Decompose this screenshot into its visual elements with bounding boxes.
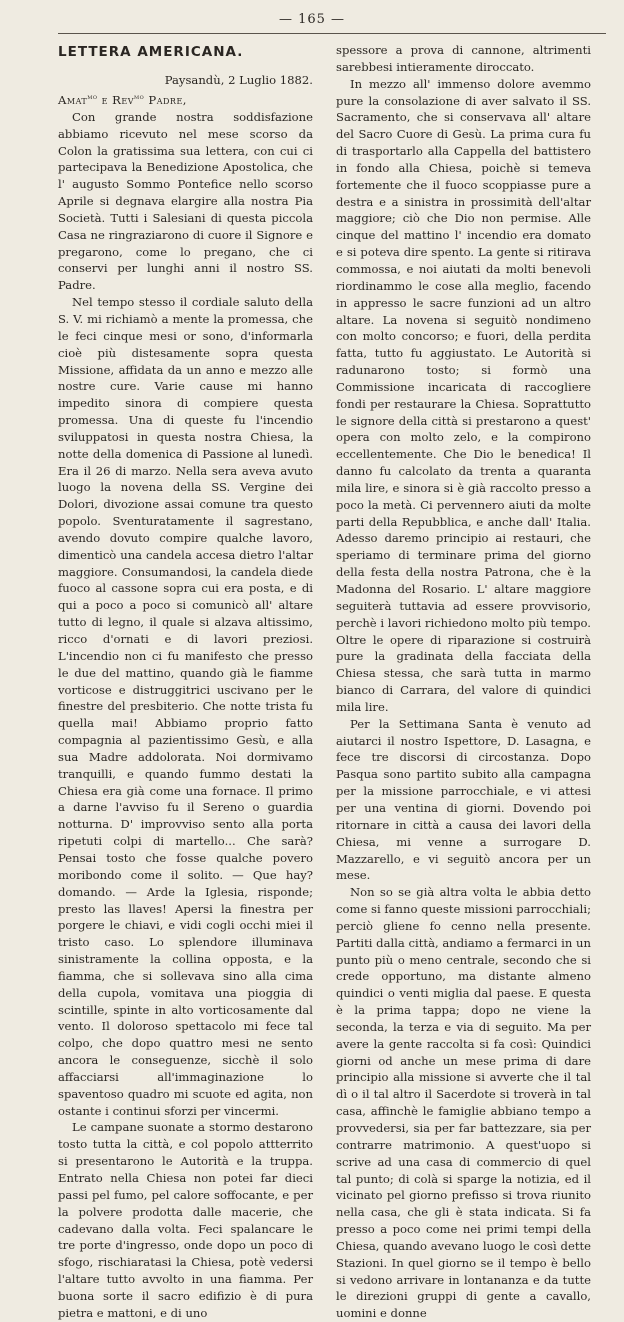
salutation: [58, 89, 313, 109]
paragraph: In mezzo all' immenso dolore avemmo pure la consolazione di aver salvato il SS. Sacramento, che si conservava all' altare del Sacro Cuore di Gesù. La prima cura fu di trasportarlo alla Cappella del battistero in fondo alla Chiesa, poichè si temeva fortemente che il fuoco scoppiasse pure a destra e a sinistra in prossimità dell'altar maggiore; ciò che Dio non permise. Alle cinque del mattino l' incendio era domato e si poteva dire spento. La gente si ritirava commossa, e noi aiutati da molti benevoli riordinammo le cose alla meglio, facendo in appresso le sacre funzioni ad un altro altare. La novena si seguitò nondimeno con molto concorso; e fuori, della perdita fatta, tutto fu aggiustato. Le Autorità si radunarono tosto; si formò una Commissione incaricata di raccogliere fondi per restaurare la Chiesa. Soprattutto le signore della città si prestarono a quest' opera con molto zelo, e la compirono eccellentemente. Che Dio le benedica! Il danno fu calcolato da trenta a quaranta mila lire, e sinora si è già raccolto presso a poco la metà. Ci pervennero aiuti da molte parti della Repubblica, e anche dall' Italia. Adesso daremo principio ai restauri, che speriamo di terminare prima del giorno della festa della nostra Patrona, che è la Madonna del Rosario. L' altare maggiore seguiterà tuttavia ad essere provvisorio, perchè i lavori richiedono molto più tempo. Oltre le opere di riparazione si costruirà pure la gradinata della facciata della Chiesa stessa, che sarà tutta in marmo bianco di Carrara, del valore di quindici mila lire.: [336, 76, 591, 714]
paragraph: Con grande nostra soddisfazione abbiamo ricevuto nel mese scorso da Colon la gratissima sua lettera, con cui ci partecipava la Benedizione Apostolica, che l' augusto Sommo Pontefice nello scorso Aprile si degnava elargire alla nostra Pia Società. Tutti i Salesiani di questa piccola Casa ne ringraziarono di cuore il Signore e pregarono, come lo pregano, che ci conservi per lunghi anni il nostro SS. Padre.: [58, 109, 313, 293]
paragraph: Non so se già altra volta le abbia detto come si fanno queste missioni parrocchiali; perciò gliene fo cenno nella presente. Partiti dalla città, andiamo a fermarci in un punto più o meno centrale, secondo che si crede opportuno, ma distante almeno quindici o venti miglia dal paese. E questa è la prima tappa; dopo ne viene la seconda, la terza e via di seguito. Ma per avere la gente raccolta si fa così: Quindici giorni od anche un mese prima di dare principio alla missione si avverte che il tal dì o il tal altro il Sacerdote si troverà in tal casa, affinchè le famiglie abbiano tempo a provvedersi, sia per far battezzare, sia per contrarre matrimonio. A quest'uopo si scrive ad una casa di commercio di quel tal punto; di colà si sparge la notizia, ed il vicinato pel giorno prefisso si trova riunito nella casa, che gli è stata indicata. Si fa presso a poco come nei primi tempi della Chiesa, quando avevano luogo le così dette Stazioni. In quel giorno se il tempo è bello si vedono arrivare in lontananza e da tutte le direzioni gruppi di gente a cavallo, uomini e donne: [336, 885, 592, 1321]
paragraph: spessore a prova di cannone, altrimenti sarebbesi intieramente diroccato.: [336, 43, 591, 74]
paragraph: Le campane suonate a stormo destarono tosto tutta la città, e col popolo attterrito si presentarono le Autorità e la truppa. Entrato nella Chiesa non potei far dieci passi pel fumo, pel calore soffocante, e per la polvere prodotta dalle macerie, che cadevano dalla volta. Feci spalancare le tre porte d'ingresso, onde dopo un poco di sfogo, rischiaratasi la Chiesa, potè vedersi l'altare tutto avvolto in una fiamma. Per buona sorte il sacro edifizio è di pura pietra e mattoni, e di uno: [58, 1120, 313, 1320]
salutation-sup-b: mo: [134, 93, 145, 101]
paragraph: Nel tempo stesso il cordiale saluto della S. V. mi richiamò a mente la promessa, che le feci cinque mesi or sono, d'informarla cioè più distesamente sopra questa Missione, affidata da un anno e mezzo alle nostre cure. Varie cause mi hanno impedito sinora di compiere questa promessa. Una di queste fu l'incendio sviluppatosi in questa nostra Chiesa, la notte della domenica di Passione al lunedì. Era il 26 di marzo. Nella sera aveva avuto luogo la novena della SS. Vergine dei Dolori, divozione assai comune tra questo popolo. Sventuratamente il sagrestano, avendo dovuto compire qualche lavoro, dimenticò una candela accesa dietro l'altar maggiore. Consumandosi, la candela diede fuoco al cassone sopra cui era posta, e di qui a poco a poco si comunicò all' altare tutto di legno, il quale si alzava altissimo, ricco d'ornati e di lavori preziosi. L'incendio non ci fu manifesto che presso le due del mattino, quando già le fiamme vorticose e distruggitrici uscivano per le finestre del presbiterio. Che notte trista fu quella mai! Abbiamo proprio fatto compagnia al pazientissimo Gesù, e alla sua Madre addolorata. Noi dormivamo tranquilli, e quando fummo destati la Chiesa era già come una fornace. Il primo a darne l'avviso fu il Sereno o guardia notturna. D' improvviso sento alla porta ripetuti colpi di martello... Che sarà? Pensai tosto che fosse qualche povero moribondo come il solito. — Que hay? domando. — Arde la Iglesia, risponde; presto las llaves! Apersi la finestra per porgere le chiavi, e vidi cogli occhi miei il tristo caso. Lo splendore illuminava sinistramente la collina opposta, e la fiamma, che si sollevava sino alla cima della cupola, vomitava una pioggia di scintille, spinte in alto vorticosamente dal vento. Il doloroso spettacolo mi fece tal colpo, che dopo quattro mesi ne sento ancora le conseguenze, sicchè il solo affacciarsi all'immaginazione lo spaventoso quadro mi scuote ed agita, non ostante i continui sforzi per vincermi.: [58, 295, 313, 1118]
salutation-part-end: Padre,: [144, 92, 187, 107]
salutation-part-mid: e Rev: [97, 92, 135, 107]
left-column: [58, 42, 313, 1322]
paragraph: Per la Settimana Santa è venuto ad aiutarci il nostro Ispettore, D. Lasagna, e fece tre discorsi di circostanza. Dopo Pasqua sono partito subito alla campagna per la missione parrocchiale, e vi attesi per una ventina di giorni. Dovendo poi ritornare in città a causa dei lavori della Chiesa, mi venne a surrogare D. Mazzarello, e vi seguitò ancora per un mese.: [336, 716, 591, 883]
salutation-part-a: Amat: [58, 92, 88, 107]
dateline: Paysandù, 2 Luglio 1882.: [164, 73, 313, 87]
salutation-sup-a: mo: [87, 93, 98, 101]
header-rule: [58, 33, 606, 34]
page-number: — 165 —: [278, 12, 346, 27]
article-title: LETTERA AMERICANA.: [58, 44, 244, 60]
right-column: [336, 42, 591, 1322]
